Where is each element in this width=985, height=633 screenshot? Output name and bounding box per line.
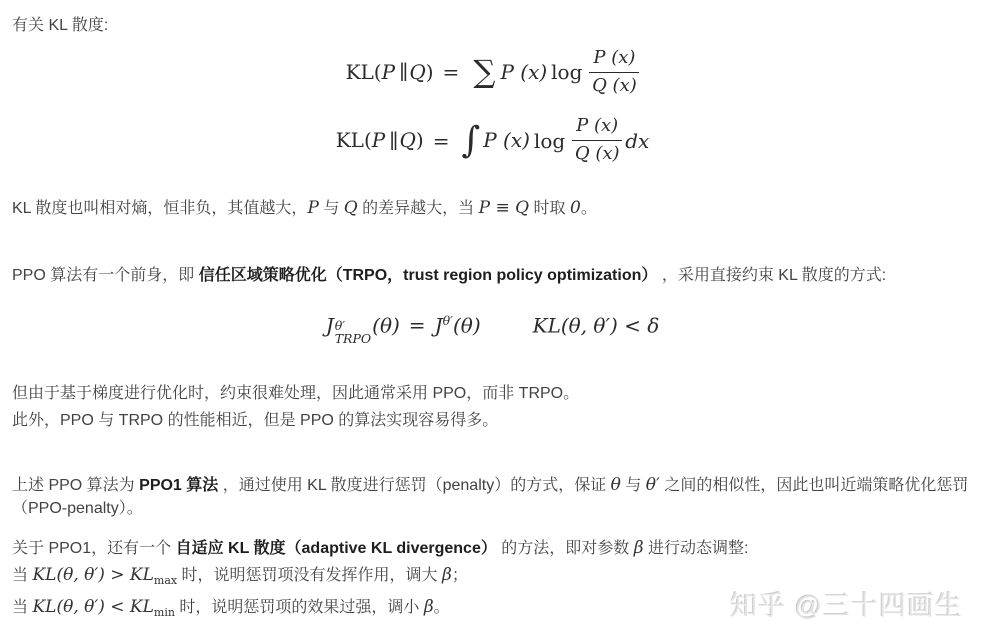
math-close-paren: ) (415, 128, 424, 153)
math-max-sub: max (153, 574, 178, 588)
text-run: 当 (12, 567, 33, 585)
text-run: 之间的相似性，因此也叫近端策略优化惩罚 (659, 477, 969, 495)
math-kl-constraint: KL(θ, θ′) < δ (532, 313, 660, 338)
fraction-denominator: Q (x) (592, 74, 637, 96)
text-run: 时，说明惩罚项没有发挥作用，调大 (177, 567, 442, 585)
bold-trpo-term: 信任区域策略优化（TRPO，trust region policy optimization） (198, 266, 658, 284)
math-open-paren: ( (363, 128, 372, 153)
supsub-stack (335, 319, 371, 347)
math-kl: KL (345, 60, 374, 85)
math-arg-theta: (θ) (372, 313, 400, 338)
line-trpo-note-1: 但由于基于梯度进行优化时，约束很难处理，因此通常采用 PPO，而非 TRPO。 (12, 385, 580, 403)
inline-math-theta-prime: θ′ (645, 475, 660, 496)
math-parallel: ∥ (399, 60, 409, 85)
line-trpo-note-2: 此外，PPO 与 TRPO 的性能相近，但是 PPO 的算法实现容易得多。 (12, 412, 499, 430)
sum-operator: ∑ (473, 53, 496, 90)
text-run: 与 (620, 477, 646, 495)
text-run: 。 (433, 599, 450, 617)
math-log: log (551, 60, 583, 85)
math-kl: KL (335, 128, 364, 153)
text-run: 时，说明惩罚项的效果过强，调小 (174, 599, 424, 617)
text-run: 关于 PPO1，还有一个 (12, 540, 176, 558)
inline-math-beta: β (633, 538, 644, 559)
formula-trpo-objective (12, 311, 973, 350)
math-Q: Q (399, 128, 416, 153)
integral-operator: ∫ (461, 119, 481, 161)
inline-math-beta: β (423, 597, 434, 618)
math-theta-prime-sup: θ′ (334, 317, 346, 333)
math-equals: = (432, 128, 450, 153)
text-run: 时取 (529, 199, 570, 217)
inline-math-zero: 0 (569, 197, 581, 218)
math-P: P (381, 60, 396, 85)
fraction-numerator: P (x) (572, 116, 622, 141)
formula-kl-continuous (12, 112, 973, 168)
bold-adaptive-kl-term: 自适应 KL 散度（adaptive KL divergence） (175, 540, 497, 558)
paragraph-kl-properties (12, 195, 973, 222)
math-Q: Q (409, 60, 426, 85)
text-run: 与 (318, 199, 344, 217)
inline-math-theta: θ (610, 475, 621, 496)
inline-math-kl-max: KL(θ, θ′) > KL (32, 565, 154, 586)
math-parallel: ∥ (389, 128, 399, 153)
paragraph-intro (12, 14, 973, 38)
inline-math-p-equiv-q: P ≡ Q (478, 197, 530, 218)
formula-kl-discrete (12, 44, 973, 100)
fraction-denominator: Q (x) (574, 143, 620, 165)
text-run: ，通过使用 KL 散度进行惩罚（penalty）的方式，保证 (218, 477, 611, 495)
bold-ppo1-term: PPO1 算法 (139, 477, 219, 495)
math-J: J (325, 313, 334, 338)
text-run: （PPO-penalty）。 (12, 500, 143, 518)
inline-math-P: P (307, 197, 319, 218)
text-run: 的方法，即对参数 (496, 540, 634, 558)
text-run: ，采用直接约束 KL 散度的方式: (657, 266, 887, 284)
intro-text: 有关 KL 散度: (12, 17, 109, 34)
math-log: log (533, 128, 566, 153)
math-close-paren: ) (425, 60, 434, 85)
math-J: J (434, 313, 443, 338)
text-run: 的差异越大，当 (357, 199, 479, 217)
math-equals: = (408, 313, 426, 338)
math-px: P (x) (483, 128, 530, 153)
math-open-paren: ( (373, 60, 382, 85)
fraction-numerator: P (x) (589, 48, 639, 73)
text-run: 。 (580, 199, 597, 217)
math-dx: dx (625, 128, 650, 153)
math-min-sub: min (153, 606, 175, 620)
paragraph-trpo-note (12, 380, 973, 434)
text-run: 当 (12, 599, 33, 617)
inline-math-kl-min: KL(θ, θ′) < KL (32, 597, 154, 618)
paragraph-adaptive-kl (12, 535, 973, 562)
inline-math-beta: β (442, 565, 452, 586)
math-P: P (371, 128, 386, 153)
inline-math-Q: Q (343, 197, 358, 218)
text-run: PPO 算法有一个前身，即 (12, 266, 199, 284)
zhihu-watermark: 知乎 @三十四画生 (730, 591, 963, 621)
paragraph-trpo-intro (12, 262, 973, 289)
math-theta-prime-sup: θ′ (442, 312, 453, 328)
math-arg-theta: (θ) (452, 313, 481, 338)
fraction (589, 48, 639, 96)
math-equals: = (442, 60, 460, 85)
math-px: P (x) (500, 60, 548, 85)
math-trpo-sub: TRPO (334, 331, 372, 347)
text-run: 上述 PPO 算法为 (12, 477, 140, 495)
text-run: 进行动态调整: (643, 540, 749, 558)
text-run: ； (451, 567, 468, 585)
paragraph-ppo1 (12, 472, 973, 518)
fraction (572, 116, 622, 164)
text-run: KL 散度也叫相对熵，恒非负，其值越大， (12, 199, 308, 217)
